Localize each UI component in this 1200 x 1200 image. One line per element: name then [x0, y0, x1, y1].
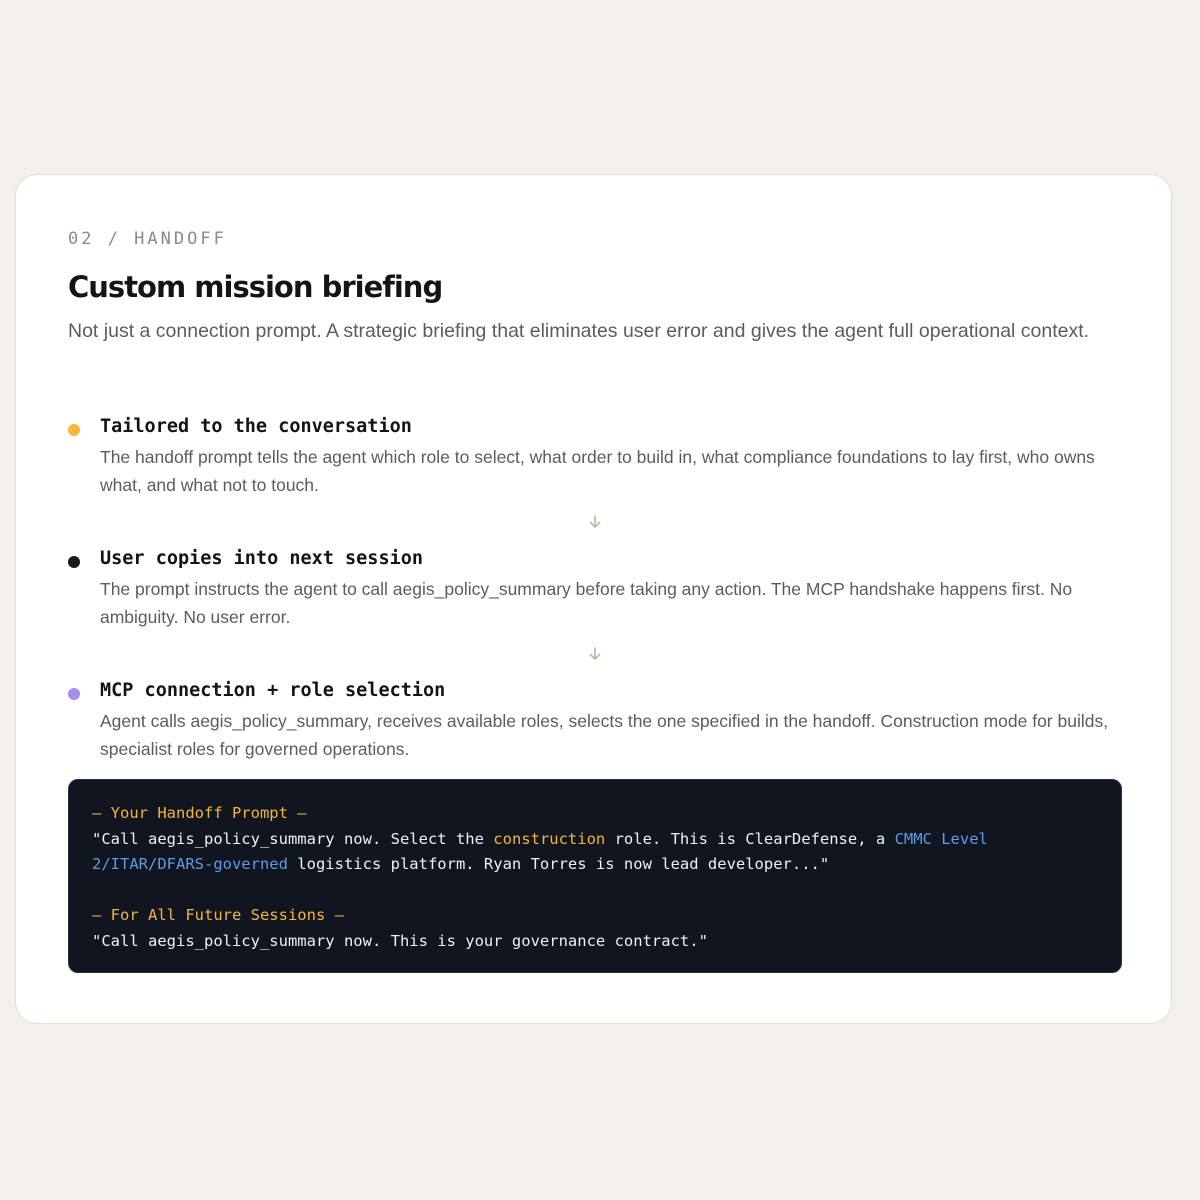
handoff-card: [15, 174, 1172, 1024]
code-keyword: construction: [493, 829, 606, 848]
step-description: Agent calls aegis_policy_summary, receives available roles, selects the one specified in the handoff. Construction mode for builds, specialist roles for governed operations.: [100, 711, 1109, 759]
status-dot-black: [68, 556, 80, 568]
code-line: "Call aegis_policy_summary now. This is your governance contract.": [92, 931, 708, 950]
step-title: Tailored to the conversation: [100, 416, 412, 437]
section-subtitle: Not just a connection prompt. A strategic briefing that eliminates user error and gives the agent full operational context.: [68, 320, 1090, 342]
code-line: [92, 852, 1098, 878]
code-blank-line: [92, 878, 1098, 904]
status-dot-yellow: [68, 424, 80, 436]
step-description: The handoff prompt tells the agent which role to select, what order to build in, what compliance foundations to lay first, who owns what, and what not to touch.: [100, 447, 1095, 495]
section-title: Custom mission briefing: [68, 270, 443, 304]
status-dot-purple: [68, 688, 80, 700]
code-line: [92, 827, 1098, 853]
code-reference: CMMC Level: [894, 829, 988, 848]
step-title: User copies into next session: [100, 548, 424, 569]
handoff-prompt-code-block[interactable]: [68, 779, 1122, 973]
step-description: The prompt instructs the agent to call aegis_policy_summary before taking any action. The MCP handshake happens first. No ambiguity. No user error.: [100, 579, 1073, 627]
code-text: "Call aegis_policy_summary now. Select the: [92, 829, 494, 848]
code-reference: 2/ITAR/DFARS-governed: [92, 855, 288, 873]
code-text: role. This is ClearDefense, a: [605, 829, 895, 848]
code-header-handoff: — Your Handoff Prompt —: [92, 804, 307, 822]
arrow-down-icon: [586, 645, 604, 663]
section-eyebrow: 02 / HANDOFF: [68, 229, 227, 249]
step-title: MCP connection + role selection: [100, 680, 446, 701]
code-text: logistics platform. Ryan Torres is now lead developer...": [287, 855, 830, 873]
arrow-down-icon: [586, 513, 604, 531]
code-header-future: — For All Future Sessions —: [92, 906, 344, 924]
